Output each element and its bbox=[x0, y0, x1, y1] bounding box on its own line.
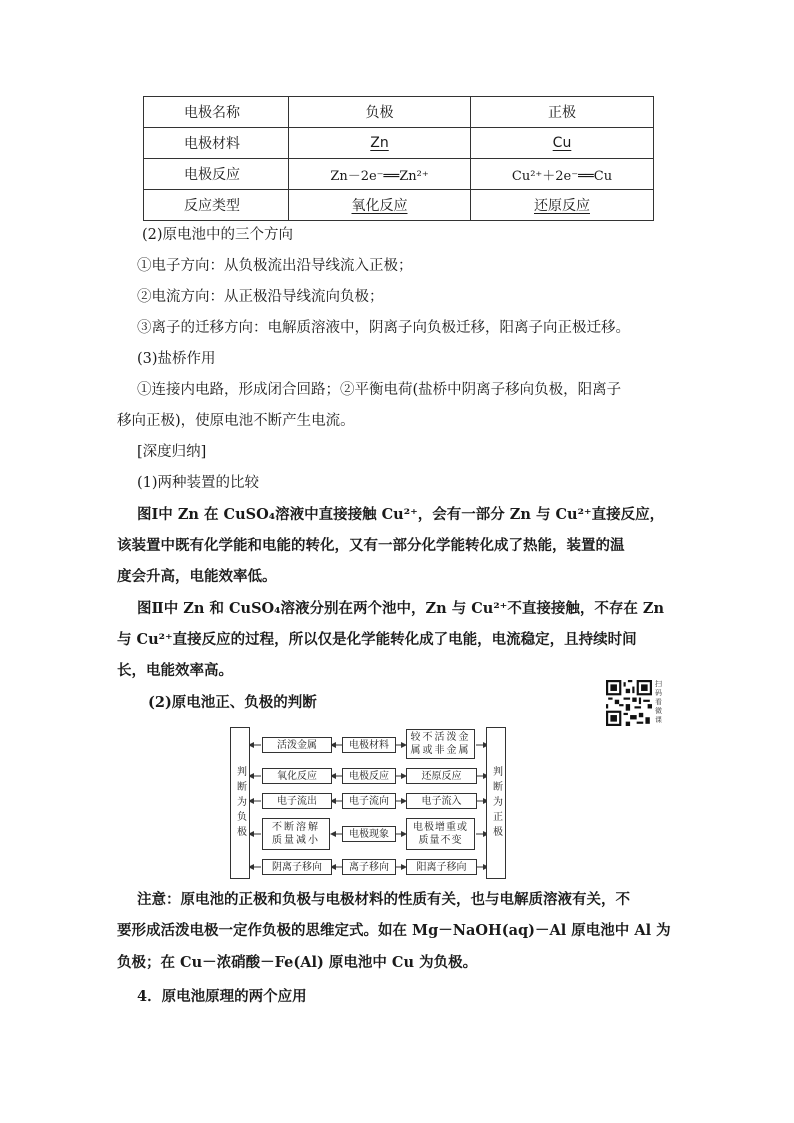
neg-box: 阴离子移向 bbox=[262, 859, 332, 875]
pos-reaction: Cu²⁺＋2e⁻══Cu bbox=[471, 159, 654, 190]
deep-sub2: (2)原电池正、负极的判断 bbox=[148, 694, 317, 711]
pos-box: 阳离子移向 bbox=[406, 859, 477, 875]
ion-direction: ③离子的迁移方向：电解质溶液中，阴离子向负极迁移，阳离子向正极迁移。 bbox=[137, 320, 630, 336]
criterion-box: 电极材料 bbox=[342, 737, 396, 753]
neg-cell bbox=[289, 190, 471, 221]
neg-box: 不断溶解质量减小 bbox=[262, 818, 330, 850]
criterion-box: 电极反应 bbox=[342, 768, 396, 784]
deep-sub1: (1)两种装置的比较 bbox=[137, 475, 260, 491]
judge-positive-box: 判断为正极 bbox=[486, 727, 506, 879]
pos-box: 较不活泼金属或非金属 bbox=[406, 729, 475, 759]
criterion-box: 电极现象 bbox=[342, 826, 396, 842]
pos-box: 还原反应 bbox=[406, 768, 477, 784]
table-row bbox=[144, 128, 654, 159]
criterion-box: 电子流向 bbox=[342, 793, 396, 809]
table-row bbox=[144, 190, 654, 221]
section-4-heading: 4．原电池原理的两个应用 bbox=[137, 988, 307, 1005]
header-cell: 正极 bbox=[471, 97, 654, 128]
note-line1: 注意：原电池的正极和负极与电极材料的性质有关，也与电解质溶液有关，不 bbox=[137, 891, 630, 908]
table-header-row bbox=[144, 97, 654, 128]
neg-box: 电子流出 bbox=[262, 793, 332, 809]
deep-heading: [深度归纳] bbox=[137, 444, 207, 460]
qr-caption: 扫码看微课 bbox=[655, 680, 662, 724]
para1-line1: 图Ⅰ中 Zn 在 CuSO₄溶液中直接接触 Cu²⁺，会有一部分 Zn 与 Cu²⁺直接反应， bbox=[137, 506, 665, 523]
electrode-table bbox=[143, 96, 654, 221]
note-line3: 负极；在 Cu－浓硝酸－Fe(Al) 原电池中 Cu 为负极。 bbox=[117, 954, 478, 971]
pos-value: Cu bbox=[552, 135, 572, 151]
pos-cell bbox=[471, 128, 654, 159]
para2-line3: 长，电能效率高。 bbox=[117, 662, 233, 679]
neg-box: 活泼金属 bbox=[262, 737, 332, 753]
criterion-box: 离子移向 bbox=[342, 859, 396, 875]
para2-line1: 图Ⅱ中 Zn 和 CuSO₄溶液分别在两个池中，Zn 与 Cu²⁺不直接接触，不存在 Zn bbox=[137, 600, 665, 617]
note-line2: 要形成活泼电极一定作负极的思维定式。如在 Mg－NaOH(aq)－Al 原电池中 Al 为 bbox=[117, 922, 671, 939]
qr-code-icon[interactable] bbox=[606, 680, 652, 726]
pos-box: 电极增重或质量不变 bbox=[406, 818, 475, 850]
neg-reaction: Zn－2e⁻══Zn²⁺ bbox=[289, 159, 471, 190]
neg-box: 氧化反应 bbox=[262, 768, 332, 784]
judge-negative-box: 判断为负极 bbox=[230, 727, 250, 879]
pos-value: 还原反应 bbox=[534, 198, 590, 214]
para2-line2: 与 Cu²⁺直接反应的过程，所以仅是化学能转化成了电能，电流稳定，且持续时间 bbox=[117, 631, 637, 648]
salt-bridge-line1: ①连接内电路，形成闭合回路；②平衡电荷(盐桥中阴离子移向负极，阳离子 bbox=[137, 382, 622, 398]
header-cell: 负极 bbox=[289, 97, 471, 128]
neg-value: 氧化反应 bbox=[351, 198, 408, 214]
row-label: 电极材料 bbox=[144, 128, 289, 159]
directions-title: (2)原电池中的三个方向 bbox=[142, 227, 294, 243]
para1-line2: 该装置中既有化学能和电能的转化，又有一部分化学能转化成了热能，装置的温 bbox=[117, 537, 625, 554]
pos-box: 电子流入 bbox=[406, 793, 477, 809]
neg-value: Zn bbox=[370, 135, 389, 151]
table-row bbox=[144, 159, 654, 190]
row-label: 电极反应 bbox=[144, 159, 289, 190]
row-label: 反应类型 bbox=[144, 190, 289, 221]
pos-cell bbox=[471, 190, 654, 221]
salt-bridge-line2: 移向正极)，使原电池不断产生电流。 bbox=[117, 413, 355, 429]
neg-cell bbox=[289, 128, 471, 159]
header-cell: 电极名称 bbox=[144, 97, 289, 128]
para1-line3: 度会升高，电能效率低。 bbox=[117, 568, 277, 585]
current-direction: ②电流方向：从正极沿导线流向负极； bbox=[137, 289, 384, 305]
salt-bridge-title: (3)盐桥作用 bbox=[137, 351, 216, 367]
electron-direction: ①电子方向：从负极流出沿导线流入正极； bbox=[137, 258, 413, 274]
